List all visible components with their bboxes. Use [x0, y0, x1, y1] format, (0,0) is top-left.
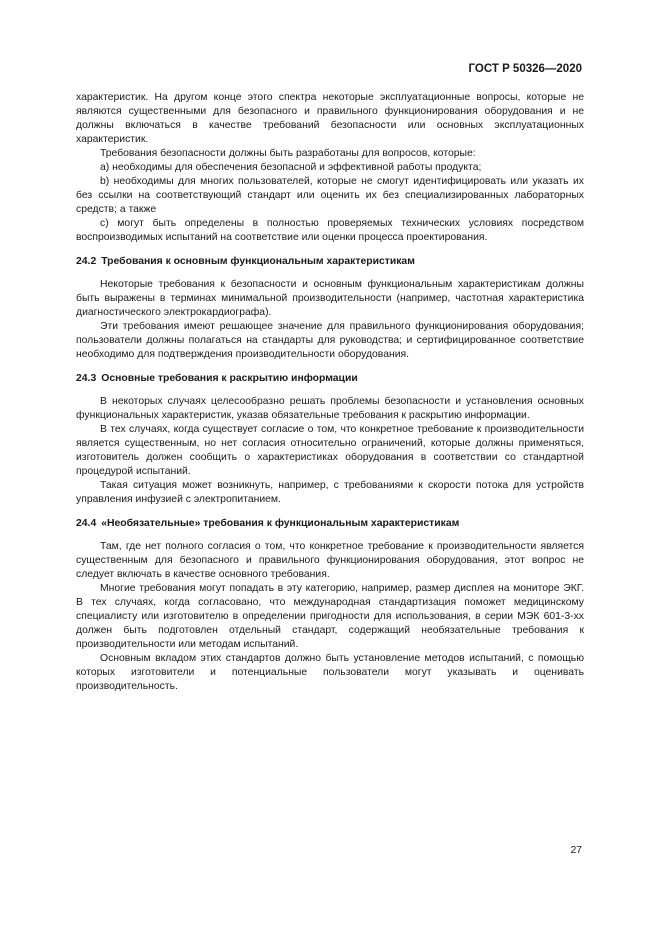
section-title: Требования к основным функциональным характеристикам: [101, 256, 415, 267]
document-code: ГОСТ Р 50326—2020: [468, 63, 582, 75]
section-heading: [76, 517, 584, 531]
paragraph: Такая ситуация может возникнуть, например, с требованиями к скорости потока для устройств управления инфузией с электропитанием.: [76, 480, 584, 505]
section-title: «Необязательные» требования к функциональным характеристикам: [101, 518, 460, 529]
list-item: b) необходимы для многих пользователей, которые не смогут идентифицировать или указать их без ссылки на соответствующий стандарт или оценить их без специализированных лабораторных средств; а также: [76, 176, 584, 215]
page-number: 27: [570, 845, 582, 856]
paragraph: В некоторых случаях целесообразно решать проблемы безопасности и установления основных функциональных характеристик, указав обязательные требования к раскрытию информации.: [76, 396, 584, 421]
paragraph: Там, где нет полного согласия о том, что конкретное требование к производительности является существенным для безопасного и правильного функционирования оборудования, этот вопрос не следует включать в качестве основного требования.: [76, 541, 584, 580]
paragraph: В тех случаях, когда существует согласие о том, что конкретное требование к производительности является существенным, но нет согласия относительно ограничений, которые должны применяться, изготовитель должен сообщить о характеристиках оборудования в соответствии со стандартной процедурой испытаний.: [76, 424, 584, 477]
paragraph: Основным вкладом этих стандартов должно быть установление методов испытаний, с помощью которых изготовители и потенциальные пользователи могут указывать и оценивать производительность.: [76, 653, 584, 692]
paragraph: характеристик. На другом конце этого спектра некоторые эксплуатационные вопросы, которые не являются существенными для безопасного и правильного функционирования оборудования и не должны включаться в качестве требований безопасности или основных эксплуатационных характеристик.: [76, 92, 584, 145]
document-body: [76, 91, 584, 694]
paragraph: Требования безопасности должны быть разработаны для вопросов, которые:: [100, 148, 476, 159]
section-heading: [76, 372, 584, 386]
section-number: 24.4: [76, 518, 97, 529]
paragraph: Эти требования имеют решающее значение для правильного функционирования оборудования; пользователи должны полагаться на стандарты для руководства; и сертифицированное соответствие необходимо для подтверждения производительности оборудования.: [76, 321, 584, 360]
list-item: c) могут быть определены в полностью проверяемых технических условиях посредством воспроизводимых испытаний на соответствие или оценки процесса проектирования.: [76, 218, 584, 243]
paragraph: Многие требования могут попадать в эту категорию, например, размер дисплея на мониторе ЭКГ. В тех случаях, когда согласовано, что международная стандартизация поможет медицинскому специалисту или изготовителю в определении пригодности для использования, в серии МЭК 601-3-хх должен быть подготовлен отдельный стандарт, содержащий необязательные требования к производительности или методам испытаний.: [76, 583, 584, 650]
list-item: a) необходимы для обеспечения безопасной и эффективной работы продукта;: [100, 162, 482, 173]
section-heading: [76, 255, 584, 269]
section-title: Основные требования к раскрытию информации: [101, 373, 358, 384]
paragraph: Некоторые требования к безопасности и основным функциональным характеристикам должны быть выражены в терминах минимальной производительности (например, частотная характеристика диагностического электрокардиографа).: [76, 279, 584, 318]
section-number: 24.3: [76, 373, 97, 384]
section-number: 24.2: [76, 256, 97, 267]
